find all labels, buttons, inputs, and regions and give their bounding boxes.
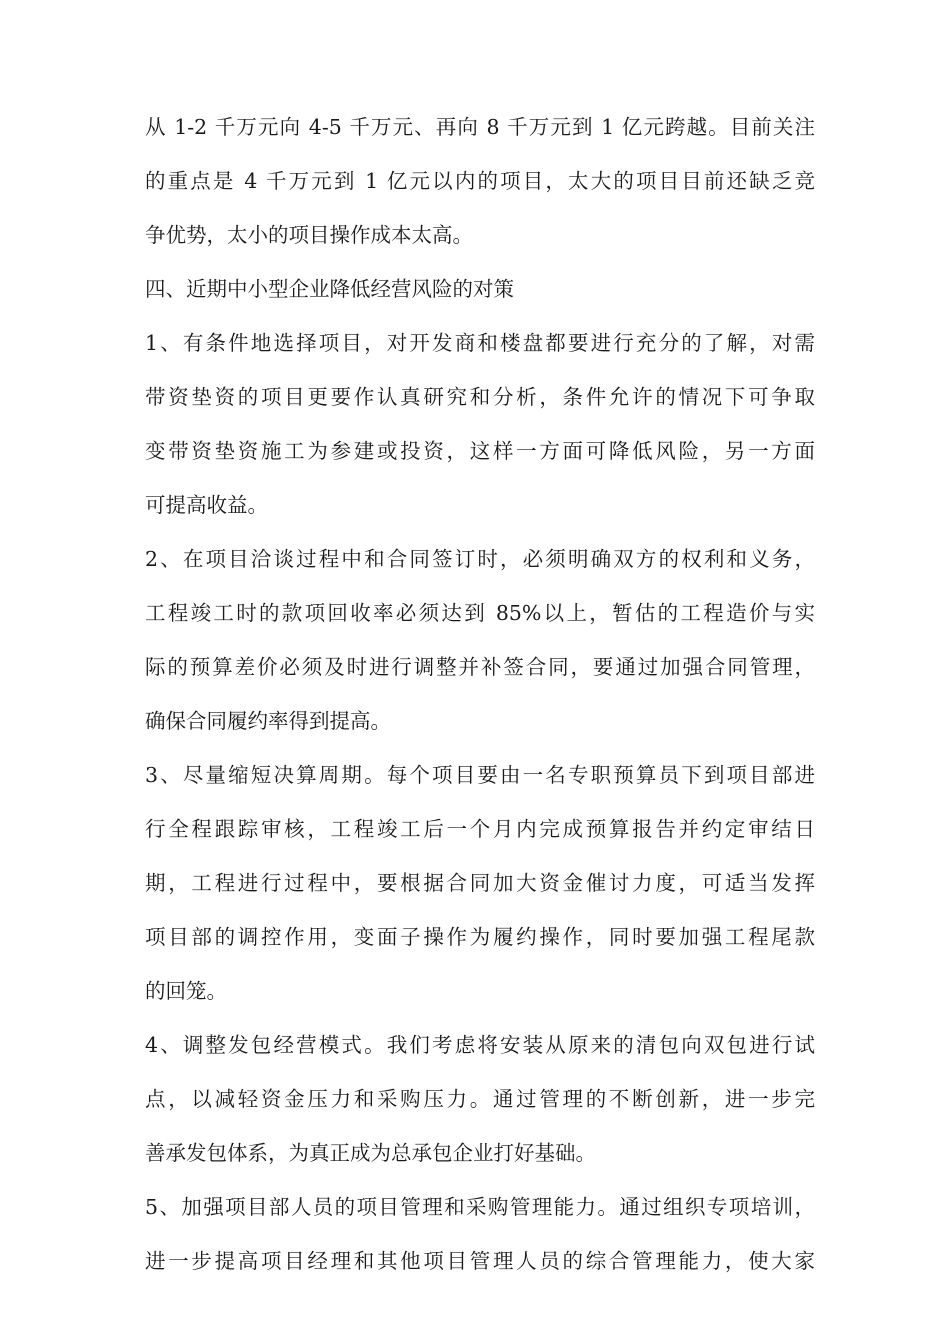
- text-line: 可提高收益。: [145, 493, 268, 517]
- text-line: 变带资垫资施工为参建或投资，这样一方面可降低风险，另一方面: [145, 439, 815, 463]
- text-line: 期，工程进行过程中，要根据合同加大资金催讨力度，可适当发挥: [145, 871, 815, 895]
- section-heading: 四、近期中小型企业降低经营风险的对策: [145, 277, 514, 301]
- text-line: 项目部的调控作用，变面子操作为履约操作，同时要加强工程尾款: [145, 925, 815, 949]
- text-line: 2、在项目洽谈过程中和合同签订时，必须明确双方的权利和义务，: [145, 547, 815, 571]
- text-line: 从 1-2 千万元向 4-5 千万元、再向 8 千万元到 1 亿元跨越。目前关注: [145, 115, 815, 139]
- text-line: 的回笼。: [145, 979, 227, 1003]
- text-line: 争优势，太小的项目操作成本太高。: [145, 223, 473, 247]
- text-line: 1、有条件地选择项目，对开发商和楼盘都要进行充分的了解，对需: [145, 331, 815, 355]
- text-line: 工程竣工时的款项回收率必须达到 85%以上，暂估的工程造价与实: [145, 601, 815, 625]
- text-line: 3、尽量缩短决算周期。每个项目要由一名专职预算员下到项目部进: [145, 763, 815, 787]
- text-line: 的重点是 4 千万元到 1 亿元以内的项目，太大的项目目前还缺乏竞: [145, 169, 815, 193]
- text-line: 带资垫资的项目更要作认真研究和分析，条件允许的情况下可争取: [145, 385, 815, 409]
- text-line: 确保合同履约率得到提高。: [145, 709, 391, 733]
- body-text: [145, 100, 815, 1288]
- text-line: 行全程跟踪审核，工程竣工后一个月内完成预算报告并约定审结日: [145, 817, 815, 841]
- text-line: 善承发包体系，为真正成为总承包企业打好基础。: [145, 1141, 596, 1165]
- text-line: 点，以减轻资金压力和采购压力。通过管理的不断创新，进一步完: [145, 1087, 815, 1111]
- text-line: 5、加强项目部人员的项目管理和采购管理能力。通过组织专项培训，: [145, 1195, 815, 1219]
- text-line: 4、调整发包经营模式。我们考虑将安装从原来的清包向双包进行试: [145, 1033, 815, 1057]
- text-line: 际的预算差价必须及时进行调整并补签合同，要通过加强合同管理，: [145, 655, 815, 679]
- text-line: 进一步提高项目经理和其他项目管理人员的综合管理能力，使大家: [145, 1249, 815, 1273]
